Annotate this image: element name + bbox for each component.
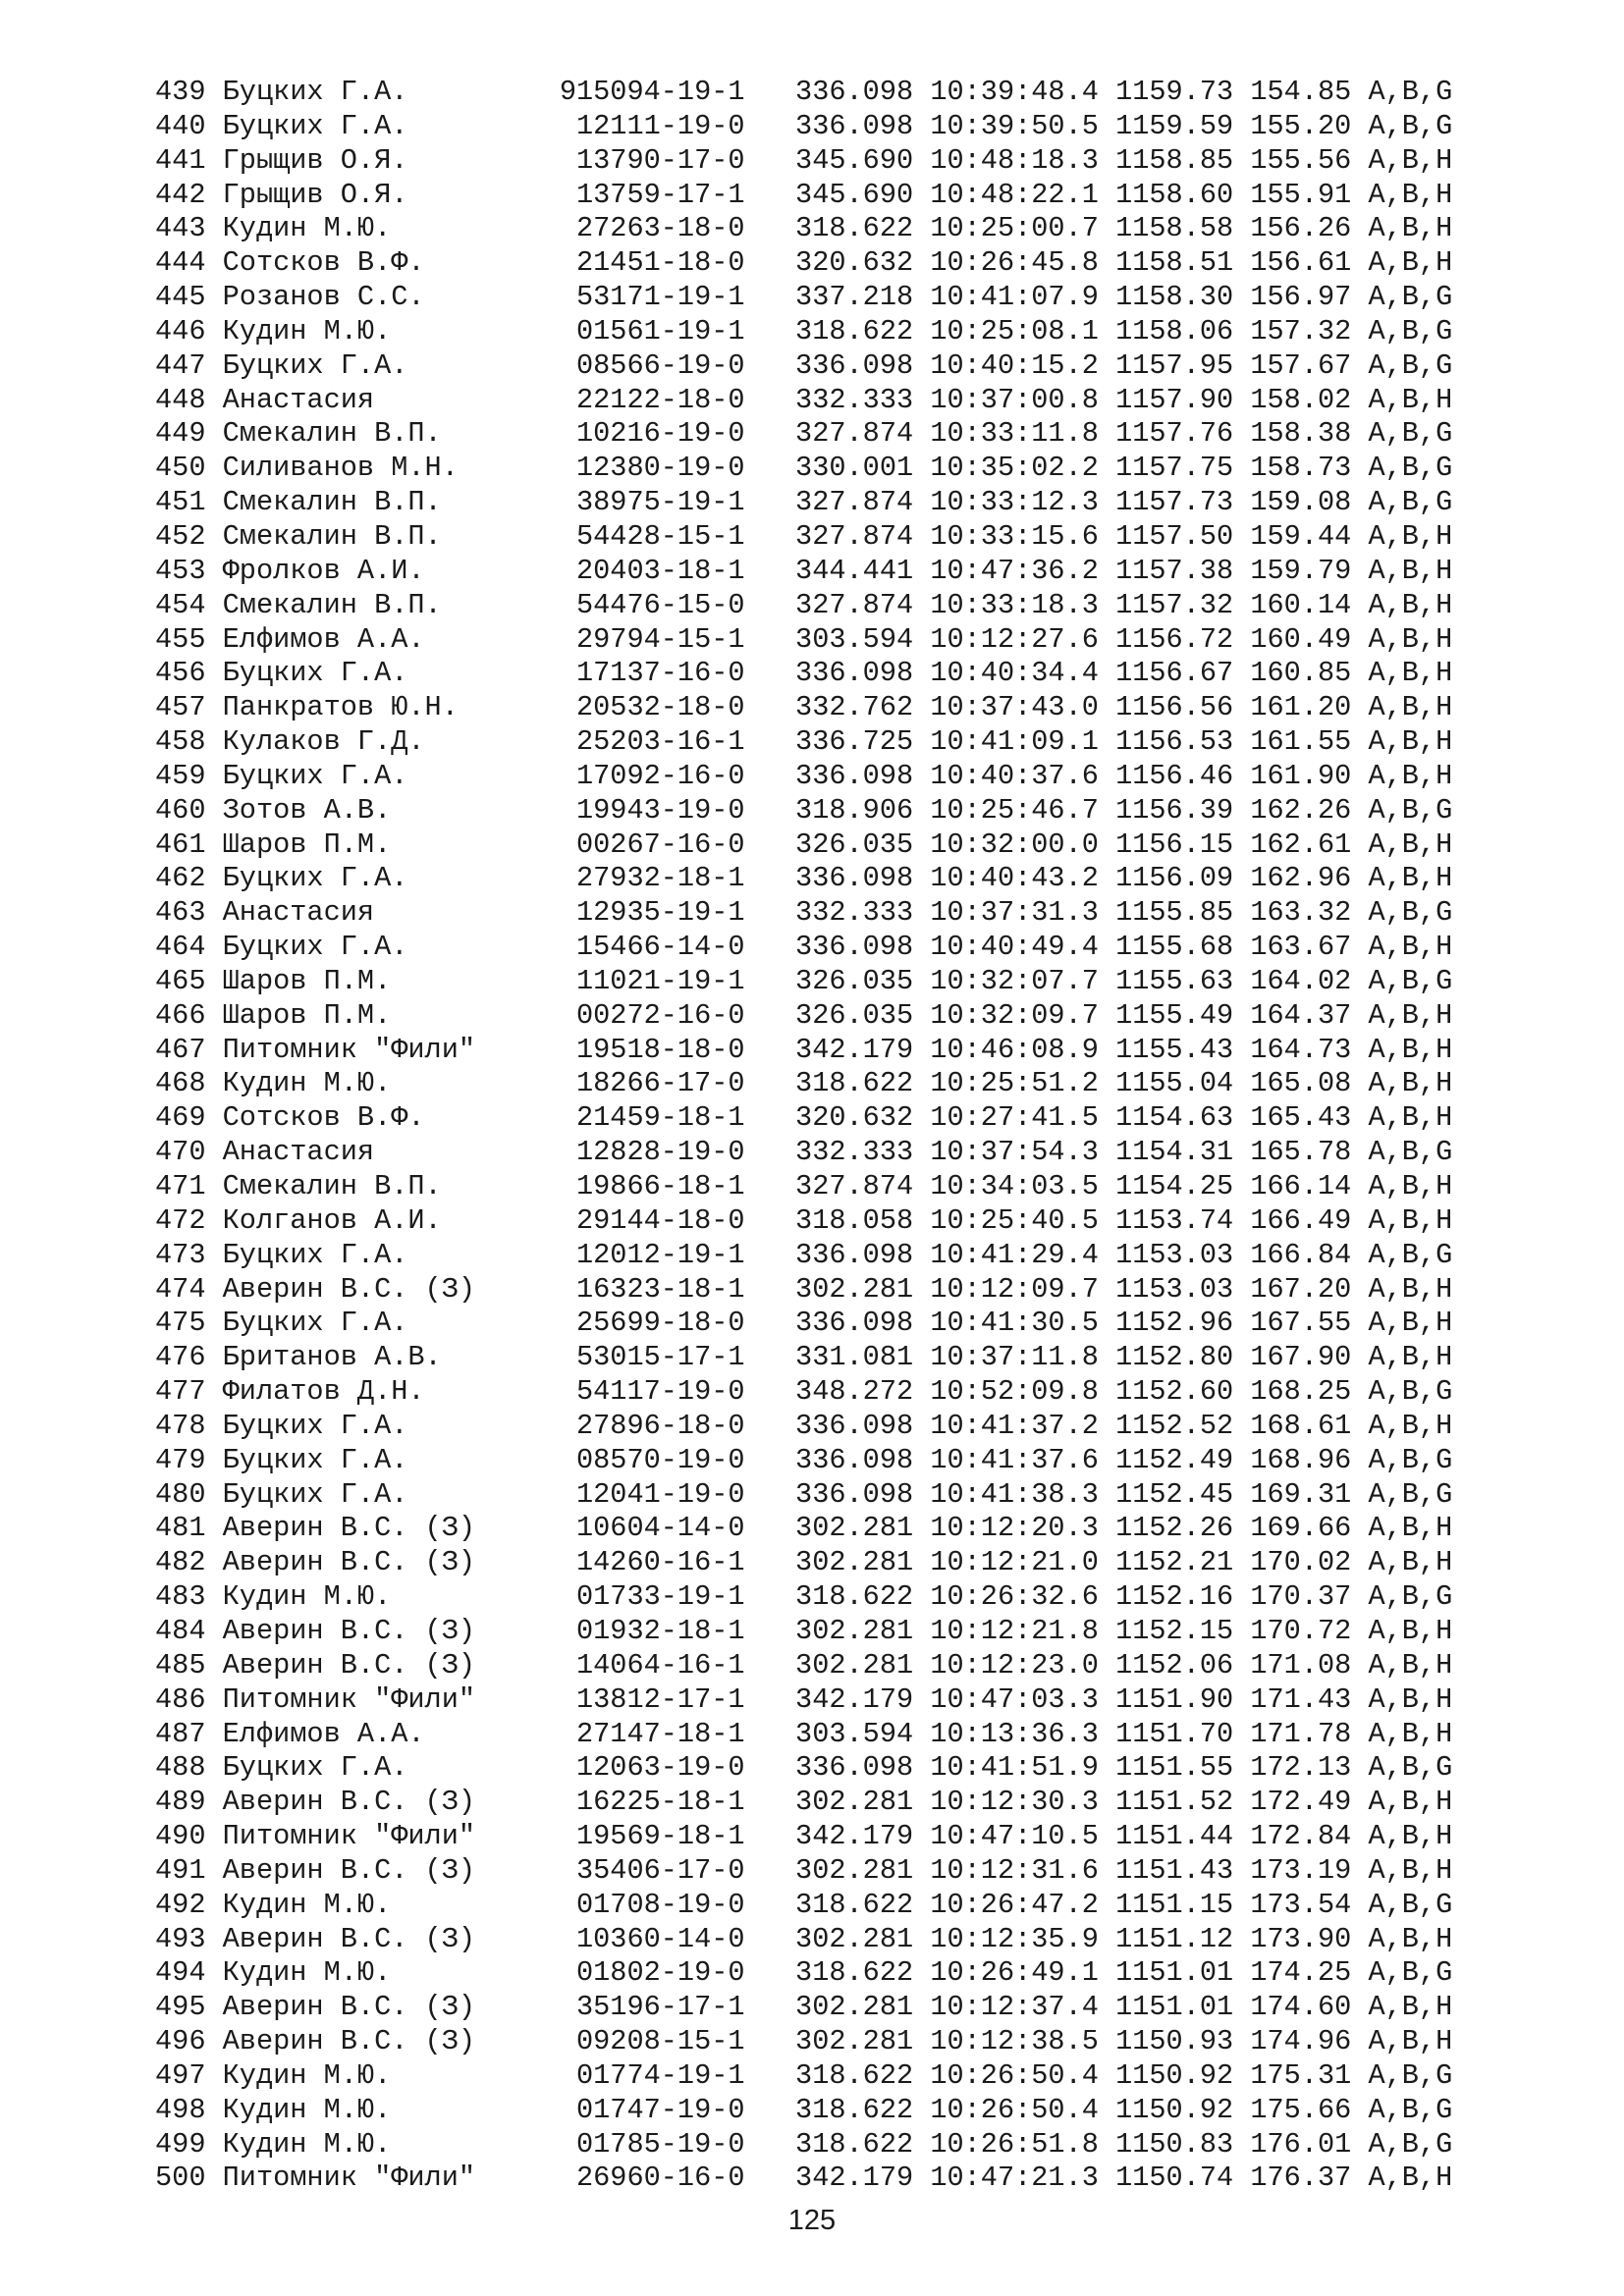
result-row: 450 Силиванов М.Н. 12380-19-0 330.001 10:35:02.2 1157.75 158.73 A,B,G xyxy=(155,452,1453,485)
result-row: 483 Кудин М.Ю. 01733-19-1 318.622 10:26:32.6 1152.16 170.37 A,B,G xyxy=(155,1580,1453,1614)
result-row: 494 Кудин М.Ю. 01802-19-0 318.622 10:26:49.1 1151.01 174.25 A,B,G xyxy=(155,1956,1453,1990)
result-row: 467 Питомник "Фили" 19518-18-0 342.179 10:46:08.9 1155.43 164.73 A,B,H xyxy=(155,1033,1453,1066)
result-row: 461 Шаров П.М. 00267-16-0 326.035 10:32:00.0 1156.15 162.61 A,B,H xyxy=(155,828,1453,861)
result-row: 444 Сотсков В.Ф. 21451-18-0 320.632 10:26:45.8 1158.51 156.61 A,B,H xyxy=(155,246,1453,280)
result-row: 468 Кудин М.Ю. 18266-17-0 318.622 10:25:51.2 1155.04 165.08 A,B,H xyxy=(155,1067,1453,1100)
result-row: 469 Сотсков В.Ф. 21459-18-1 320.632 10:27:41.5 1154.63 165.43 A,B,H xyxy=(155,1101,1453,1135)
result-row: 478 Буцких Г.А. 27896-18-0 336.098 10:41:37.2 1152.52 168.61 A,B,H xyxy=(155,1409,1453,1442)
result-row: 484 Аверин В.С. (З) 01932-18-1 302.281 10:12:21.8 1152.15 170.72 A,B,H xyxy=(155,1614,1453,1647)
page-number: 125 xyxy=(787,2205,837,2236)
result-row: 453 Фролков А.И. 20403-18-1 344.441 10:47:36.2 1157.38 159.79 A,B,H xyxy=(155,554,1453,587)
result-row: 492 Кудин М.Ю. 01708-19-0 318.622 10:26:47.2 1151.15 173.54 A,B,G xyxy=(155,1888,1453,1921)
result-row: 454 Смекалин В.П. 54476-15-0 327.874 10:33:18.3 1157.32 160.14 A,B,H xyxy=(155,588,1453,621)
result-row: 479 Буцких Г.А. 08570-19-0 336.098 10:41:37.6 1152.49 168.96 A,B,G xyxy=(155,1443,1453,1476)
result-row: 475 Буцких Г.А. 25699-18-0 336.098 10:41:30.5 1152.96 167.55 A,B,H xyxy=(155,1307,1453,1340)
result-row: 462 Буцких Г.А. 27932-18-1 336.098 10:40:43.2 1156.09 162.96 A,B,H xyxy=(155,862,1453,895)
result-row: 457 Панкратов Ю.Н. 20532-18-0 332.762 10:37:43.0 1156.56 161.20 A,B,H xyxy=(155,691,1453,724)
result-row: 496 Аверин В.С. (З) 09208-15-1 302.281 10:12:38.5 1150.93 174.96 A,B,H xyxy=(155,2025,1453,2058)
result-row: 465 Шаров П.М. 11021-19-1 326.035 10:32:07.7 1155.63 164.02 A,B,G xyxy=(155,964,1453,997)
result-row: 477 Филатов Д.Н. 54117-19-0 348.272 10:52:09.8 1152.60 168.25 A,B,G xyxy=(155,1375,1453,1409)
result-row: 448 Анастасия 22122-18-0 332.333 10:37:00.8 1157.90 158.02 A,B,H xyxy=(155,383,1453,416)
result-row: 466 Шаров П.М. 00272-16-0 326.035 10:32:09.7 1155.49 164.37 A,B,H xyxy=(155,998,1453,1032)
result-row: 464 Буцких Г.А. 15466-14-0 336.098 10:40:49.4 1155.68 163.67 A,B,H xyxy=(155,931,1453,964)
result-row: 451 Смекалин В.П. 38975-19-1 327.874 10:33:12.3 1157.73 159.08 A,B,G xyxy=(155,486,1453,519)
result-row: 443 Кудин М.Ю. 27263-18-0 318.622 10:25:00.7 1158.58 156.26 A,B,H xyxy=(155,212,1453,245)
result-row: 486 Питомник "Фили" 13812-17-1 342.179 10:47:03.3 1151.90 171.43 A,B,H xyxy=(155,1682,1453,1716)
result-row: 500 Питомник "Фили" 26960-16-0 342.179 10:47:21.3 1150.74 176.37 A,B,H xyxy=(155,2162,1453,2195)
result-row: 473 Буцких Г.А. 12012-19-1 336.098 10:41:29.4 1153.03 166.84 A,B,G xyxy=(155,1238,1453,1271)
result-row: 463 Анастасия 12935-19-1 332.333 10:37:31.3 1155.85 163.32 A,B,G xyxy=(155,896,1453,930)
result-row: 456 Буцких Г.А. 17137-16-0 336.098 10:40:34.4 1156.67 160.85 A,B,H xyxy=(155,657,1453,690)
result-row: 495 Аверин В.С. (З) 35196-17-1 302.281 10:12:37.4 1151.01 174.60 A,B,H xyxy=(155,1991,1453,2024)
result-row: 490 Питомник "Фили" 19569-18-1 342.179 10:47:10.5 1151.44 172.84 A,B,H xyxy=(155,1820,1453,1853)
result-row: 489 Аверин В.С. (З) 16225-18-1 302.281 10:12:30.3 1151.52 172.49 A,B,H xyxy=(155,1786,1453,1819)
result-row: 459 Буцких Г.А. 17092-16-0 336.098 10:40:37.6 1156.46 161.90 A,B,H xyxy=(155,759,1453,792)
result-row: 449 Смекалин В.П. 10216-19-0 327.874 10:33:11.8 1157.76 158.38 A,B,G xyxy=(155,417,1453,451)
result-row: 445 Розанов С.С. 53171-19-1 337.218 10:41:07.9 1158.30 156.97 A,B,G xyxy=(155,281,1453,314)
result-row: 493 Аверин В.С. (З) 10360-14-0 302.281 10:12:35.9 1151.12 173.90 A,B,H xyxy=(155,1922,1453,1955)
results-table xyxy=(155,76,1452,2196)
result-row: 458 Кулаков Г.Д. 25203-16-1 336.725 10:41:09.1 1156.53 161.55 A,B,H xyxy=(155,725,1453,759)
result-row: 460 Зотов А.В. 19943-19-0 318.906 10:25:46.7 1156.39 162.26 A,B,G xyxy=(155,793,1453,827)
result-row: 485 Аверин В.С. (З) 14064-16-1 302.281 10:12:23.0 1152.06 171.08 A,B,H xyxy=(155,1648,1453,1682)
result-row: 487 Елфимов А.А. 27147-18-1 303.594 10:13:36.3 1151.70 171.78 A,B,H xyxy=(155,1717,1453,1750)
result-row: 442 Грыщив О.Я. 13759-17-1 345.690 10:48:22.1 1158.60 155.91 A,B,H xyxy=(155,178,1453,211)
result-row: 455 Елфимов А.А. 29794-15-1 303.594 10:12:27.6 1156.72 160.49 A,B,H xyxy=(155,622,1453,656)
result-row: 476 Британов А.В. 53015-17-1 331.081 10:37:11.8 1152.80 167.90 A,B,H xyxy=(155,1341,1453,1374)
result-row: 439 Буцких Г.А. 915094-19-1 336.098 10:39:48.4 1159.73 154.85 A,B,G xyxy=(155,76,1453,108)
result-row: 440 Буцких Г.А. 12111-19-0 336.098 10:39:50.5 1159.59 155.20 A,B,G xyxy=(155,109,1453,142)
result-row: 480 Буцких Г.А. 12041-19-0 336.098 10:41:38.3 1152.45 169.31 A,B,G xyxy=(155,1477,1453,1511)
result-row: 452 Смекалин В.П. 54428-15-1 327.874 10:33:15.6 1157.50 159.44 A,B,H xyxy=(155,519,1453,553)
result-row: 447 Буцких Г.А. 08566-19-0 336.098 10:40:15.2 1157.95 157.67 A,B,G xyxy=(155,348,1453,382)
result-row: 482 Аверин В.С. (З) 14260-16-1 302.281 10:12:21.0 1152.21 170.02 A,B,H xyxy=(155,1546,1453,1579)
result-row: 491 Аверин В.С. (З) 35406-17-0 302.281 10:12:31.6 1151.43 173.19 A,B,H xyxy=(155,1853,1453,1887)
result-row: 446 Кудин М.Ю. 01561-19-1 318.622 10:25:08.1 1158.06 157.32 A,B,G xyxy=(155,314,1453,347)
result-row: 499 Кудин М.Ю. 01785-19-0 318.622 10:26:51.8 1150.83 176.01 A,B,G xyxy=(155,2127,1453,2161)
result-row: 474 Аверин В.С. (З) 16323-18-1 302.281 10:12:09.7 1153.03 167.20 A,B,H xyxy=(155,1272,1453,1306)
result-row: 498 Кудин М.Ю. 01747-19-0 318.622 10:26:50.4 1150.92 175.66 A,B,G xyxy=(155,2093,1453,2126)
result-row: 481 Аверин В.С. (З) 10604-14-0 302.281 10:12:20.3 1152.26 169.66 A,B,H xyxy=(155,1512,1453,1545)
result-row: 488 Буцких Г.А. 12063-19-0 336.098 10:41:51.9 1151.55 172.13 A,B,G xyxy=(155,1751,1453,1785)
result-row: 471 Смекалин В.П. 19866-18-1 327.874 10:34:03.5 1154.25 166.14 A,B,H xyxy=(155,1170,1453,1202)
result-row: 441 Грыщив О.Я. 13790-17-0 345.690 10:48:18.3 1158.85 155.56 A,B,H xyxy=(155,143,1453,177)
result-row: 497 Кудин М.Ю. 01774-19-1 318.622 10:26:50.4 1150.92 175.31 A,B,G xyxy=(155,2058,1453,2092)
result-row: 470 Анастасия 12828-19-0 332.333 10:37:54.3 1154.31 165.78 A,B,G xyxy=(155,1136,1453,1169)
result-row: 472 Колганов А.И. 29144-18-0 318.058 10:25:40.5 1153.74 166.49 A,B,H xyxy=(155,1203,1453,1237)
